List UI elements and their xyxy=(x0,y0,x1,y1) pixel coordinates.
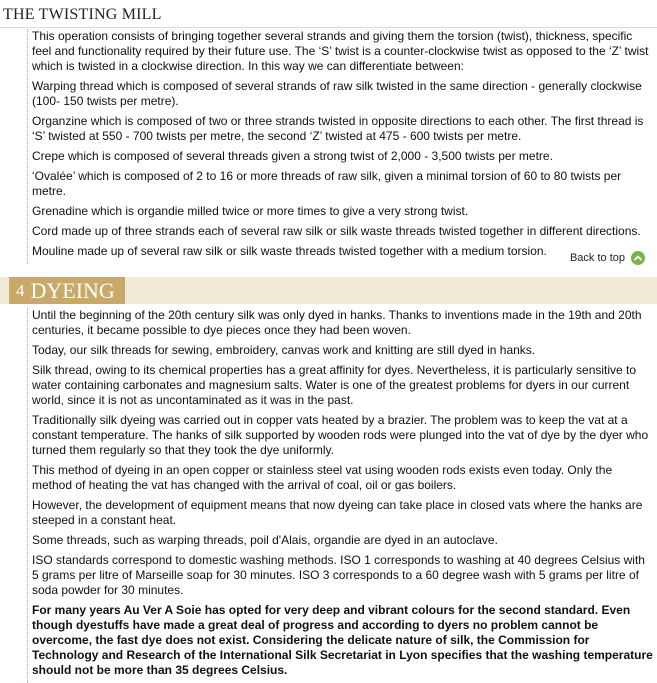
paragraph: ISO standards correspond to domestic washing methods. ISO 1 corresponds to washing at 40 degrees Celsius with 5 grams per litre of Marseille soap for 30 minutes. ISO 3 corresponds to a 60 degree wash with 5 grams per litre of soda powder for 30 minutes. xyxy=(32,553,645,597)
paragraph: Crepe which is composed of several threads given a strong twist of 2,000 - 3,500 twists per metre. xyxy=(32,149,553,163)
paragraph: This operation consists of bringing together several strands and giving them the torsion (twist), thickness, specific feel and functionality required by their future use. The ‘S’ twist is a counter-clockwise twist as opposed to the ‘Z’ twist which is twisted in a clockwise direction. In this way we can differentiate between: xyxy=(32,29,649,73)
section-banner-dyeing xyxy=(0,277,657,304)
paragraph: This method of dyeing in an open copper or stainless steel vat using wooden rods exists even today. Only the method of heating the vat has changed with the arrival of coal, oil or gas boilers. xyxy=(32,463,613,492)
paragraph: Silk thread, owing to its chemical properties has a great affinity for dyes. Nevertheless, it is particularly sensitive to water containing carbonates and magnesium salts. Water is one of the greatest problems for dyers in our current world, since it is not as uncontaminated as it was in the past. xyxy=(32,363,637,407)
section-title-twisting-mill: THE TWISTING MILL xyxy=(3,6,162,23)
paragraph: ‘Ovalée’ which is composed of 2 to 16 or more threads of raw silk, given a minimal torsion of 60 to 80 twists per metre. xyxy=(32,169,622,198)
back-to-top-label: Back to top xyxy=(569,252,625,264)
paragraph: However, the development of equipment means that now dyeing can take place in closed vats where the hanks are steeped in a constant heat. xyxy=(32,498,643,527)
title-divider xyxy=(0,27,657,28)
twisting-mill-content xyxy=(27,29,654,264)
paragraph: Traditionally silk dyeing was carried out in copper vats heated by a brazier. The problem was to keep the vat at a constant temperature. The hanks of silk supported by wooden rods were plunged into the vat of dye by the dyer who turned them regularly so that they took the dye uniformly. xyxy=(32,413,649,457)
section-number: 4 xyxy=(16,281,25,300)
paragraph: Warping thread which is composed of several strands of raw silk twisted in the same direction - generally clockwise (100- 150 twists per metre). xyxy=(32,79,642,108)
paragraph: Grenadine which is organdie milled twice or more times to give a very strong twist. xyxy=(32,204,469,218)
paragraph: Today, our silk threads for sewing, embroidery, canvas work and knitting are still dyed in hanks. xyxy=(32,343,536,357)
section-title-dyeing: DYEING xyxy=(30,278,115,303)
paragraph: Organzine which is composed of two or three strands twisted in opposite directions to each other. The first thread is ‘S’ twisted at 550 - 700 twists per metre, the second ‘Z’ twisted at 475 - 600 twists per metre. xyxy=(32,114,644,143)
banner-label xyxy=(9,277,125,304)
dyeing-content xyxy=(27,308,654,683)
paragraph: Mouline made up of several raw silk or silk waste threads twisted together with a medium torsion. xyxy=(32,244,547,258)
paragraph: Some threads, such as warping threads, poil d'Alais, organdie are dyed in an autoclave. xyxy=(32,533,498,547)
paragraph-bold: For many years Au Ver A Soie has opted for very deep and vibrant colours for the second standard. Even though dyestuffs have made a great deal of progress and according to dyers no problem cannot be overcome, the fast dye does not exist. Considering the delicate nature of silk, the Commission for Technology and Research of the International Silk Secretariat in Lyon specifies that the washing temperature should not be more than 35 degrees Celsius. xyxy=(32,603,653,677)
back-to-top-link[interactable] xyxy=(570,251,645,265)
paragraph: Cord made up of three strands each of several raw silk or silk waste threads twisted together in different directions. xyxy=(32,224,641,238)
arrow-up-circle-icon xyxy=(631,251,645,265)
paragraph: Until the beginning of the 20th century silk was only dyed in hanks. Thanks to inventions made in the 19th and 20th centuries, it became possible to dye pieces once they had been woven. xyxy=(32,308,642,337)
